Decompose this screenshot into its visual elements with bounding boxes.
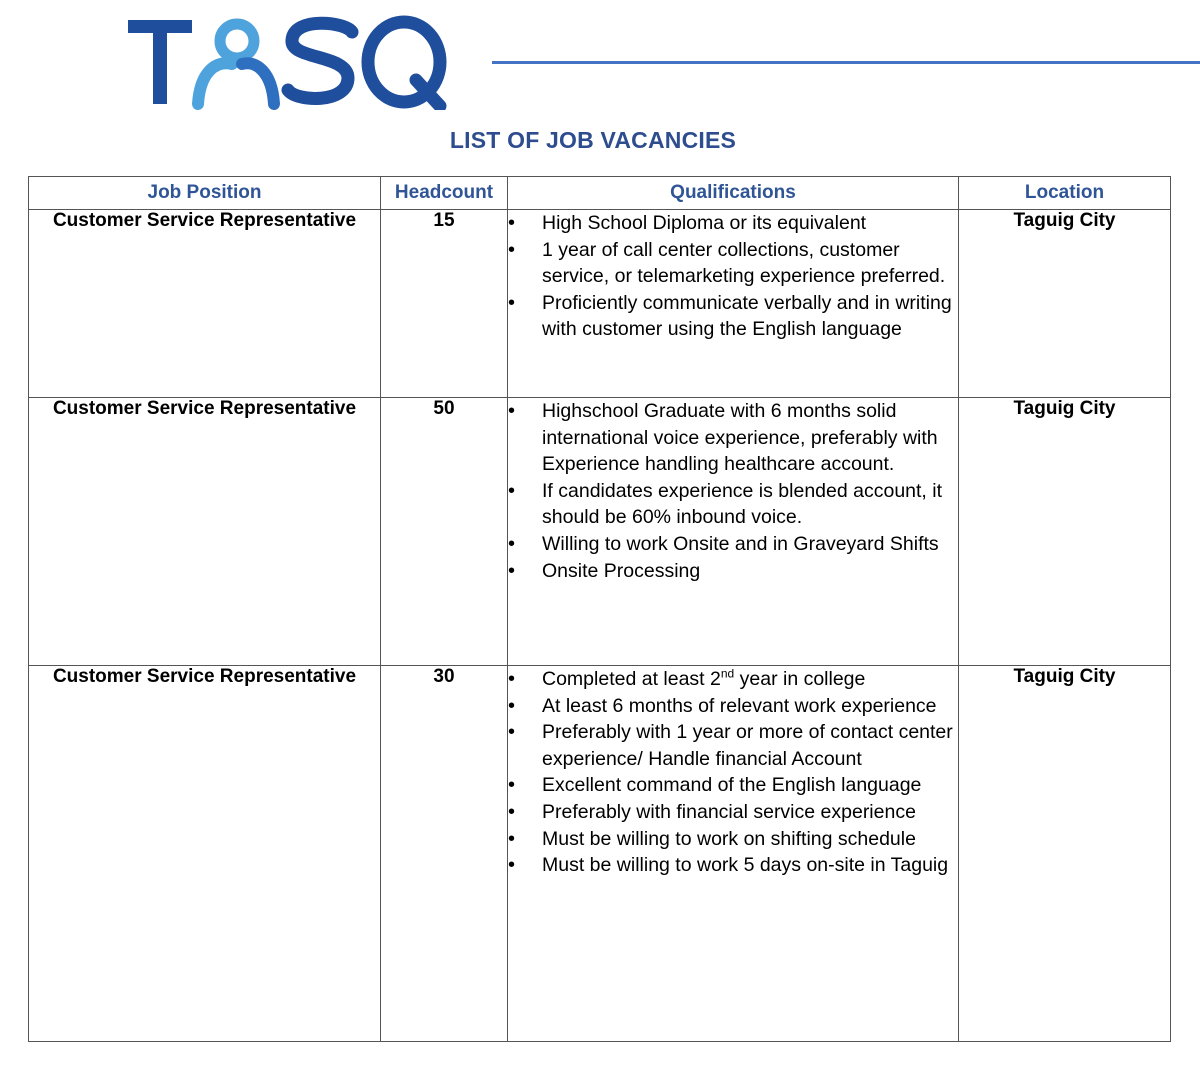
table-header-row [29, 177, 1171, 210]
qualification-text: Completed at least 2 [542, 668, 721, 690]
qualifications-list [508, 210, 958, 343]
column-header-qualifications: Qualifications [508, 177, 959, 210]
job-position-cell: Customer Service Representative [29, 210, 381, 398]
table-row [29, 210, 1171, 398]
table-row [29, 398, 1171, 666]
job-vacancies-table [28, 176, 1171, 1042]
list-item: • At least 6 months of relevant work experience [508, 693, 958, 720]
column-header-location: Location [959, 177, 1171, 210]
qualifications-cell [508, 210, 959, 398]
column-header-job-position: Job Position [29, 177, 381, 210]
list-item: • If candidates experience is blended account, it should be 60% inbound voice. [508, 478, 958, 531]
table-row [29, 666, 1171, 1042]
location-cell: Taguig City [959, 210, 1171, 398]
list-item: • Excellent command of the English language [508, 772, 958, 799]
list-item: • Willing to work Onsite and in Graveyard Shifts [508, 531, 958, 558]
company-logo [124, 10, 454, 110]
list-item [508, 666, 958, 693]
column-header-headcount: Headcount [381, 177, 508, 210]
job-position-cell: Customer Service Representative [29, 666, 381, 1042]
list-item: • Highschool Graduate with 6 months solid international voice experience, preferably with Experience handling healthcare account. [508, 398, 958, 478]
header-divider [492, 61, 1200, 64]
list-item: • Preferably with 1 year or more of contact center experience/ Handle financial Account [508, 719, 958, 772]
qualifications-list [508, 666, 958, 879]
list-item: • Must be willing to work on shifting schedule [508, 826, 958, 853]
headcount-cell: 30 [381, 666, 508, 1042]
list-item: • Must be willing to work 5 days on-site in Taguig [508, 852, 958, 879]
location-cell: Taguig City [959, 398, 1171, 666]
tasq-logo-icon [124, 10, 454, 110]
qualifications-cell [508, 398, 959, 666]
headcount-cell: 50 [381, 398, 508, 666]
qualifications-cell [508, 666, 959, 1042]
list-item: • Onsite Processing [508, 558, 958, 585]
qualifications-list [508, 398, 958, 584]
ordinal-superscript: nd [720, 666, 735, 681]
list-item: • 1 year of call center collections, customer service, or telemarketing experience preferred. [508, 237, 958, 290]
list-item: • High School Diploma or its equivalent [508, 210, 958, 237]
headcount-cell: 15 [381, 210, 508, 398]
page-title: LIST OF JOB VACANCIES [449, 127, 737, 153]
job-position-cell: Customer Service Representative [29, 398, 381, 666]
location-cell: Taguig City [959, 666, 1171, 1042]
qualification-text: year in college [734, 668, 866, 690]
list-item: • Proficiently communicate verbally and in writing with customer using the English language [508, 290, 958, 343]
list-item: • Preferably with financial service experience [508, 799, 958, 826]
